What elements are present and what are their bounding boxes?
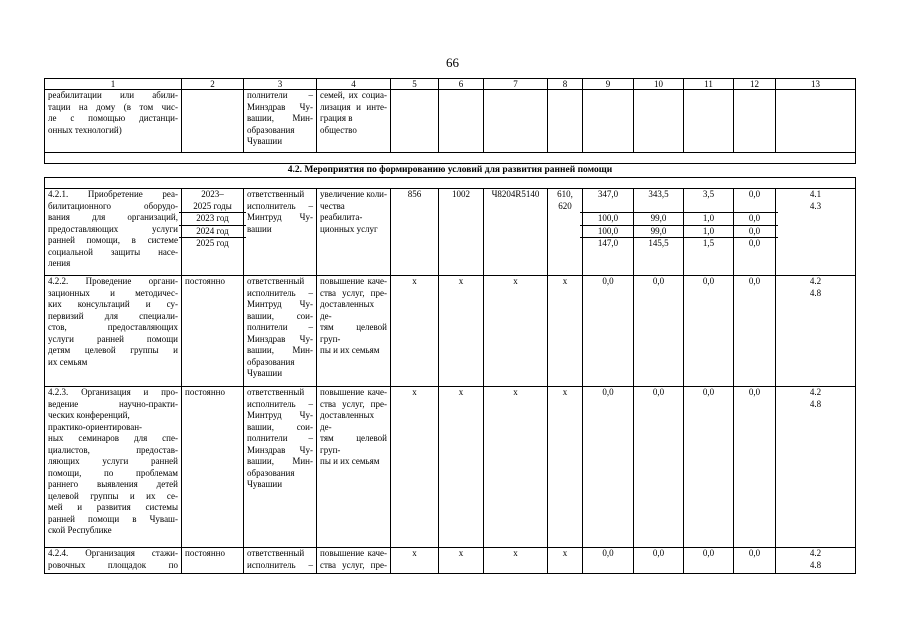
text-line: вашии, Мин-	[247, 456, 313, 467]
col-header: 3	[244, 79, 317, 90]
section-code: x	[439, 548, 484, 574]
text-line: повышение каче-	[320, 276, 387, 286]
col-header: 13	[776, 79, 856, 90]
funding-total: 0,0	[583, 548, 634, 574]
text-line: ства услуг, пре-	[320, 559, 387, 570]
text-line: ческих конференций,	[48, 410, 130, 421]
funding-federal: 0,0	[634, 387, 684, 548]
result-cell	[317, 387, 391, 548]
col-header: 1	[45, 79, 182, 90]
text-line: вашии, сои-	[247, 421, 313, 432]
term-cell: постоянно	[182, 387, 244, 548]
text-line: тям целевой груп-	[320, 433, 387, 455]
col-header: 4	[317, 79, 391, 90]
executor-cell	[244, 276, 317, 387]
grbs-code: x	[391, 276, 439, 387]
term-cell: постоянно	[182, 276, 244, 387]
section-title: 4.2. Мероприятия по формированию условий для развития ранней помощи	[45, 164, 856, 178]
text-line: полнители –	[247, 322, 313, 333]
indicator-refs: 4.2 4.8	[776, 387, 856, 548]
text-line: увеличение коли-	[320, 189, 387, 199]
text-line: ответственный	[247, 387, 305, 397]
text-line: исполнитель –	[247, 398, 313, 409]
text-line: ляющих услуги ранней	[48, 456, 178, 467]
col-header: 11	[684, 79, 734, 90]
term-cell	[182, 90, 244, 153]
text-line: ответственный	[247, 548, 305, 558]
funding-other: 0,0 0,0 0,0 0,0	[734, 189, 776, 276]
funding-total: 0,0	[583, 276, 634, 387]
col-header: 2	[182, 79, 244, 90]
grbs-code: 856	[391, 189, 439, 276]
text-line: исполнитель –	[247, 559, 313, 570]
text-line: Минтруд Чу-	[247, 299, 313, 310]
activity-name-cell	[45, 276, 182, 387]
text-line: ных семинаров для спе-	[48, 433, 178, 444]
col-header: 6	[439, 79, 484, 90]
col-header: 8	[548, 79, 583, 90]
text-line: ведение научно-практи-	[48, 398, 178, 409]
result-cell	[317, 189, 391, 276]
text-line: ких консультаций и су-	[48, 299, 178, 310]
funding-other: 0,0	[734, 387, 776, 548]
text-line: пы и их семьям	[320, 456, 380, 467]
section-code: x	[439, 276, 484, 387]
expense-type-code: x	[548, 387, 583, 548]
text-line: Минтруд Чу-	[247, 212, 313, 223]
text-line: грация в общество	[320, 113, 357, 135]
expense-type-code: x	[548, 548, 583, 574]
text-line: вания для организаций,	[48, 212, 178, 223]
table-row	[45, 548, 856, 574]
text-line: образования	[247, 124, 295, 135]
result-cell	[317, 548, 391, 574]
executor-cell	[244, 189, 317, 276]
text-line: билитационного оборудо-	[48, 200, 178, 211]
text-line: ства услуг, пре-	[320, 398, 387, 409]
text-line: чества реабилита-	[320, 200, 363, 223]
text-line: социальной защиты насе-	[48, 246, 178, 257]
text-line: ровочных площадок по	[48, 559, 178, 570]
text-line: Минздрав Чу-	[247, 333, 313, 344]
text-line: их семьям	[48, 356, 88, 367]
activity-name-cell	[45, 189, 182, 276]
text-line: ления	[48, 258, 71, 269]
funding-other: 0,0	[734, 548, 776, 574]
text-line: ционных услуг	[320, 223, 378, 234]
col-header: 10	[634, 79, 684, 90]
text-line: вашии	[247, 223, 272, 234]
text-line: Чувашии	[247, 136, 283, 147]
program-activities-table	[44, 78, 856, 574]
funding-total: 0,0	[583, 387, 634, 548]
text-line: Чувашии	[247, 368, 283, 379]
text-line: Чувашии	[247, 479, 283, 490]
funding-republican: 0,0	[684, 387, 734, 548]
text-line: исполнитель –	[247, 287, 313, 298]
funding-republican: 0,0	[684, 276, 734, 387]
funding-federal: 0,0	[634, 276, 684, 387]
text-line: целевой группы и их се-	[48, 490, 178, 501]
section-code: 1002	[439, 189, 484, 276]
section-heading-row	[45, 164, 856, 178]
text-line: исполнитель –	[247, 200, 313, 211]
text-line: вашии, Мин-	[247, 113, 313, 124]
col-header: 12	[734, 79, 776, 90]
term-cell	[182, 189, 244, 276]
activity-name-cell	[45, 90, 182, 153]
indicator-refs: 4.2 4.8	[776, 548, 856, 574]
table-row	[45, 387, 856, 548]
term-cell: постоянно	[182, 548, 244, 574]
text-line: вашии, сои-	[247, 310, 313, 321]
term-total: 2023– 2025 годы	[179, 189, 246, 213]
executor-cell	[244, 90, 317, 153]
section-code: x	[439, 387, 484, 548]
text-line: пы и их семьям	[320, 345, 380, 356]
target-article-code: x	[484, 548, 548, 574]
target-article-code: x	[484, 276, 548, 387]
text-line: семей, их социа-	[320, 90, 387, 100]
text-line: онных технологий)	[48, 124, 122, 135]
activity-name-cell	[45, 548, 182, 574]
text-line: ранней помощи, в системе	[48, 235, 178, 246]
activity-name-cell	[45, 387, 182, 548]
col-header: 9	[583, 79, 634, 90]
text-line: доставленных де-	[320, 410, 375, 432]
funding-total: 347,0 100,0 100,0 147,0	[583, 189, 634, 276]
funding-republican: 0,0	[684, 548, 734, 574]
text-line: стов, предоставляющих	[48, 322, 178, 333]
col-header: 7	[484, 79, 548, 90]
result-cell	[317, 276, 391, 387]
term-year: 2023 год	[179, 213, 246, 226]
text-line: 4.2.3. Организация и про-	[48, 387, 178, 397]
funding-republican: 3,5 1,0 1,0 1,5	[684, 189, 734, 276]
text-line: ской Республике	[48, 525, 112, 536]
text-line: ответственный	[247, 276, 305, 286]
column-number-header	[45, 79, 856, 90]
text-line: помощи, по проблемам	[48, 467, 178, 478]
executor-cell	[244, 548, 317, 574]
text-line: ответственный	[247, 189, 305, 199]
text-line: лизация и инте-	[320, 101, 387, 112]
text-line: реабилитации или абили-	[48, 90, 178, 100]
table-row-continuation	[45, 90, 856, 153]
grbs-code: x	[391, 387, 439, 548]
text-line: ства услуг, пре-	[320, 287, 387, 298]
col-header: 5	[391, 79, 439, 90]
text-line: зационных и методичес-	[48, 287, 178, 298]
table-row	[45, 276, 856, 387]
text-line: мей и развития системы	[48, 502, 178, 513]
text-line: полнители –	[247, 433, 313, 444]
text-line: образования	[247, 467, 295, 478]
expense-type-code: x	[548, 276, 583, 387]
text-line: доставленных де-	[320, 299, 375, 321]
text-line: образования	[247, 356, 295, 367]
text-line: вашии, Мин-	[247, 345, 313, 356]
page-number: 66	[446, 55, 459, 70]
text-line: тации на дому (в том чис-	[48, 101, 178, 112]
text-line: услуги ранней помощи	[48, 333, 178, 344]
target-article-code: x	[484, 387, 548, 548]
text-line: Минздрав Чу-	[247, 444, 313, 455]
funding-federal: 343,5 99,0 99,0 145,5	[634, 189, 684, 276]
executor-cell	[244, 387, 317, 548]
table-row	[45, 189, 856, 276]
text-line: ранней помощи в Чуваш-	[48, 513, 178, 524]
term-year: 2025 год	[196, 238, 229, 249]
text-line: детям целевой группы и	[48, 345, 178, 356]
text-line: ле с помощью дистанци-	[48, 113, 178, 124]
funding-other: 0,0	[734, 276, 776, 387]
text-line: раннего выявления детей	[48, 479, 178, 490]
indicator-refs: 4.1 4.3	[776, 189, 856, 276]
grbs-code: x	[391, 548, 439, 574]
text-line: 4.2.2. Проведение органи-	[48, 276, 178, 286]
text-line: повышение каче-	[320, 548, 387, 558]
funding-federal: 0,0	[634, 548, 684, 574]
text-line: повышение каче-	[320, 387, 387, 397]
text-line: 4.2.1. Приобретение реа-	[48, 189, 178, 199]
text-line: 4.2.4. Организация стажи-	[48, 548, 178, 558]
text-line: циалистов, предостав-	[48, 444, 178, 455]
text-line: Минтруд Чу-	[247, 410, 313, 421]
text-line: практико-ориентирован-	[48, 421, 143, 432]
text-line: тям целевой груп-	[320, 322, 387, 344]
indicator-refs: 4.2 4.8	[776, 276, 856, 387]
text-line: первизий для специали-	[48, 310, 178, 321]
result-cell	[317, 90, 391, 153]
expense-type-code: 610, 620	[548, 189, 583, 276]
text-line: полнители –	[247, 90, 313, 100]
term-year: 2024 год	[179, 226, 246, 239]
text-line: предоставляющих услуги	[48, 223, 178, 234]
target-article-code: Ч8204R5140	[484, 189, 548, 276]
text-line: Минздрав Чу-	[247, 101, 313, 112]
